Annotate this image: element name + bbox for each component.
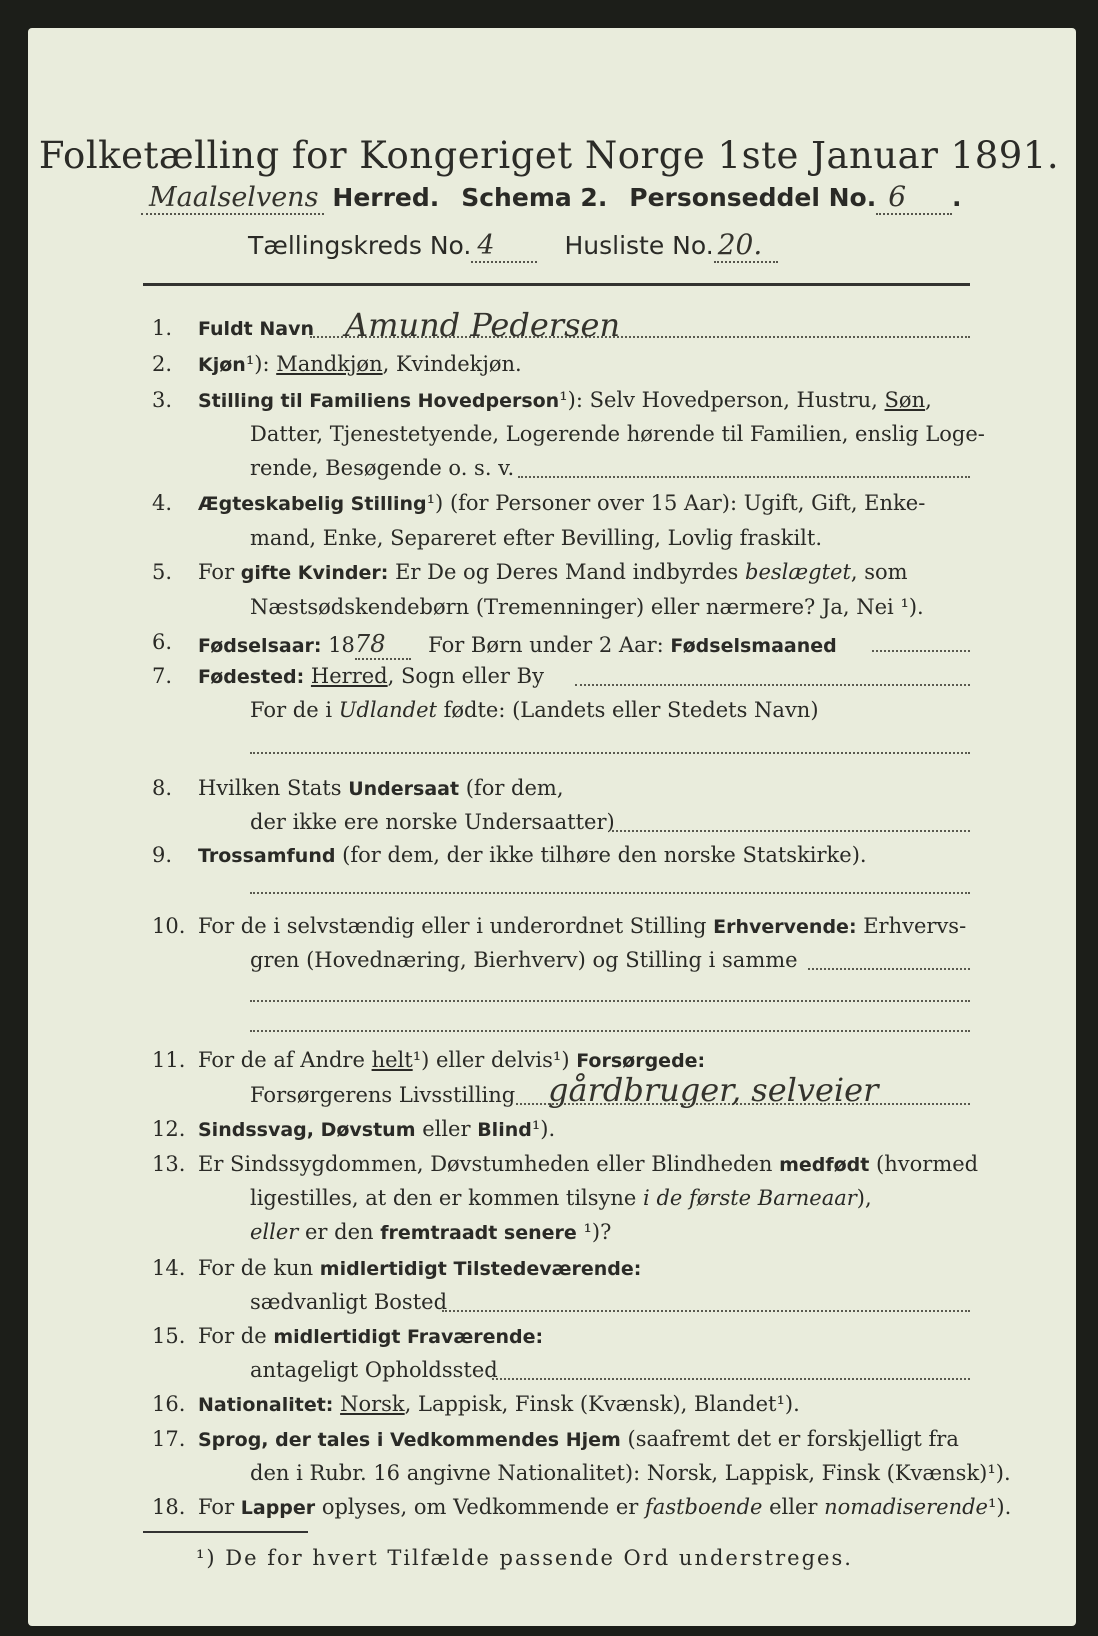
- personseddel-handwritten: 6: [876, 180, 952, 215]
- personseddel-label: Personseddel No.: [629, 183, 877, 212]
- kreds-label: Tællingskreds No.: [248, 231, 472, 260]
- name-handwritten: Amund Pedersen: [345, 306, 621, 344]
- footnote-rule: [143, 1531, 308, 1533]
- herred-handwritten: Maalselvens: [141, 182, 324, 215]
- schema-label: Schema 2.: [461, 183, 608, 212]
- footnote: ¹) De for hvert Tilfælde passende Ord understreges.: [196, 1546, 853, 1570]
- kreds-handwritten: 4: [471, 230, 536, 263]
- header-line-2: [248, 228, 778, 263]
- form-title: Folketælling for Kongeriget Norge 1ste Januar 1891.: [38, 134, 1060, 177]
- birthyear-handwritten: 78: [355, 630, 412, 660]
- herred-label: Herred.: [332, 183, 440, 212]
- provider-occupation-handwritten: gårdbruger, selveier: [548, 1071, 879, 1109]
- husliste-handwritten: 20.: [714, 228, 779, 263]
- header-line-1: Maalselvens Herred. Schema 2. Personseddel No. 6 .: [141, 180, 962, 215]
- husliste-label: Husliste No.: [564, 231, 714, 260]
- header-rule: [143, 283, 970, 286]
